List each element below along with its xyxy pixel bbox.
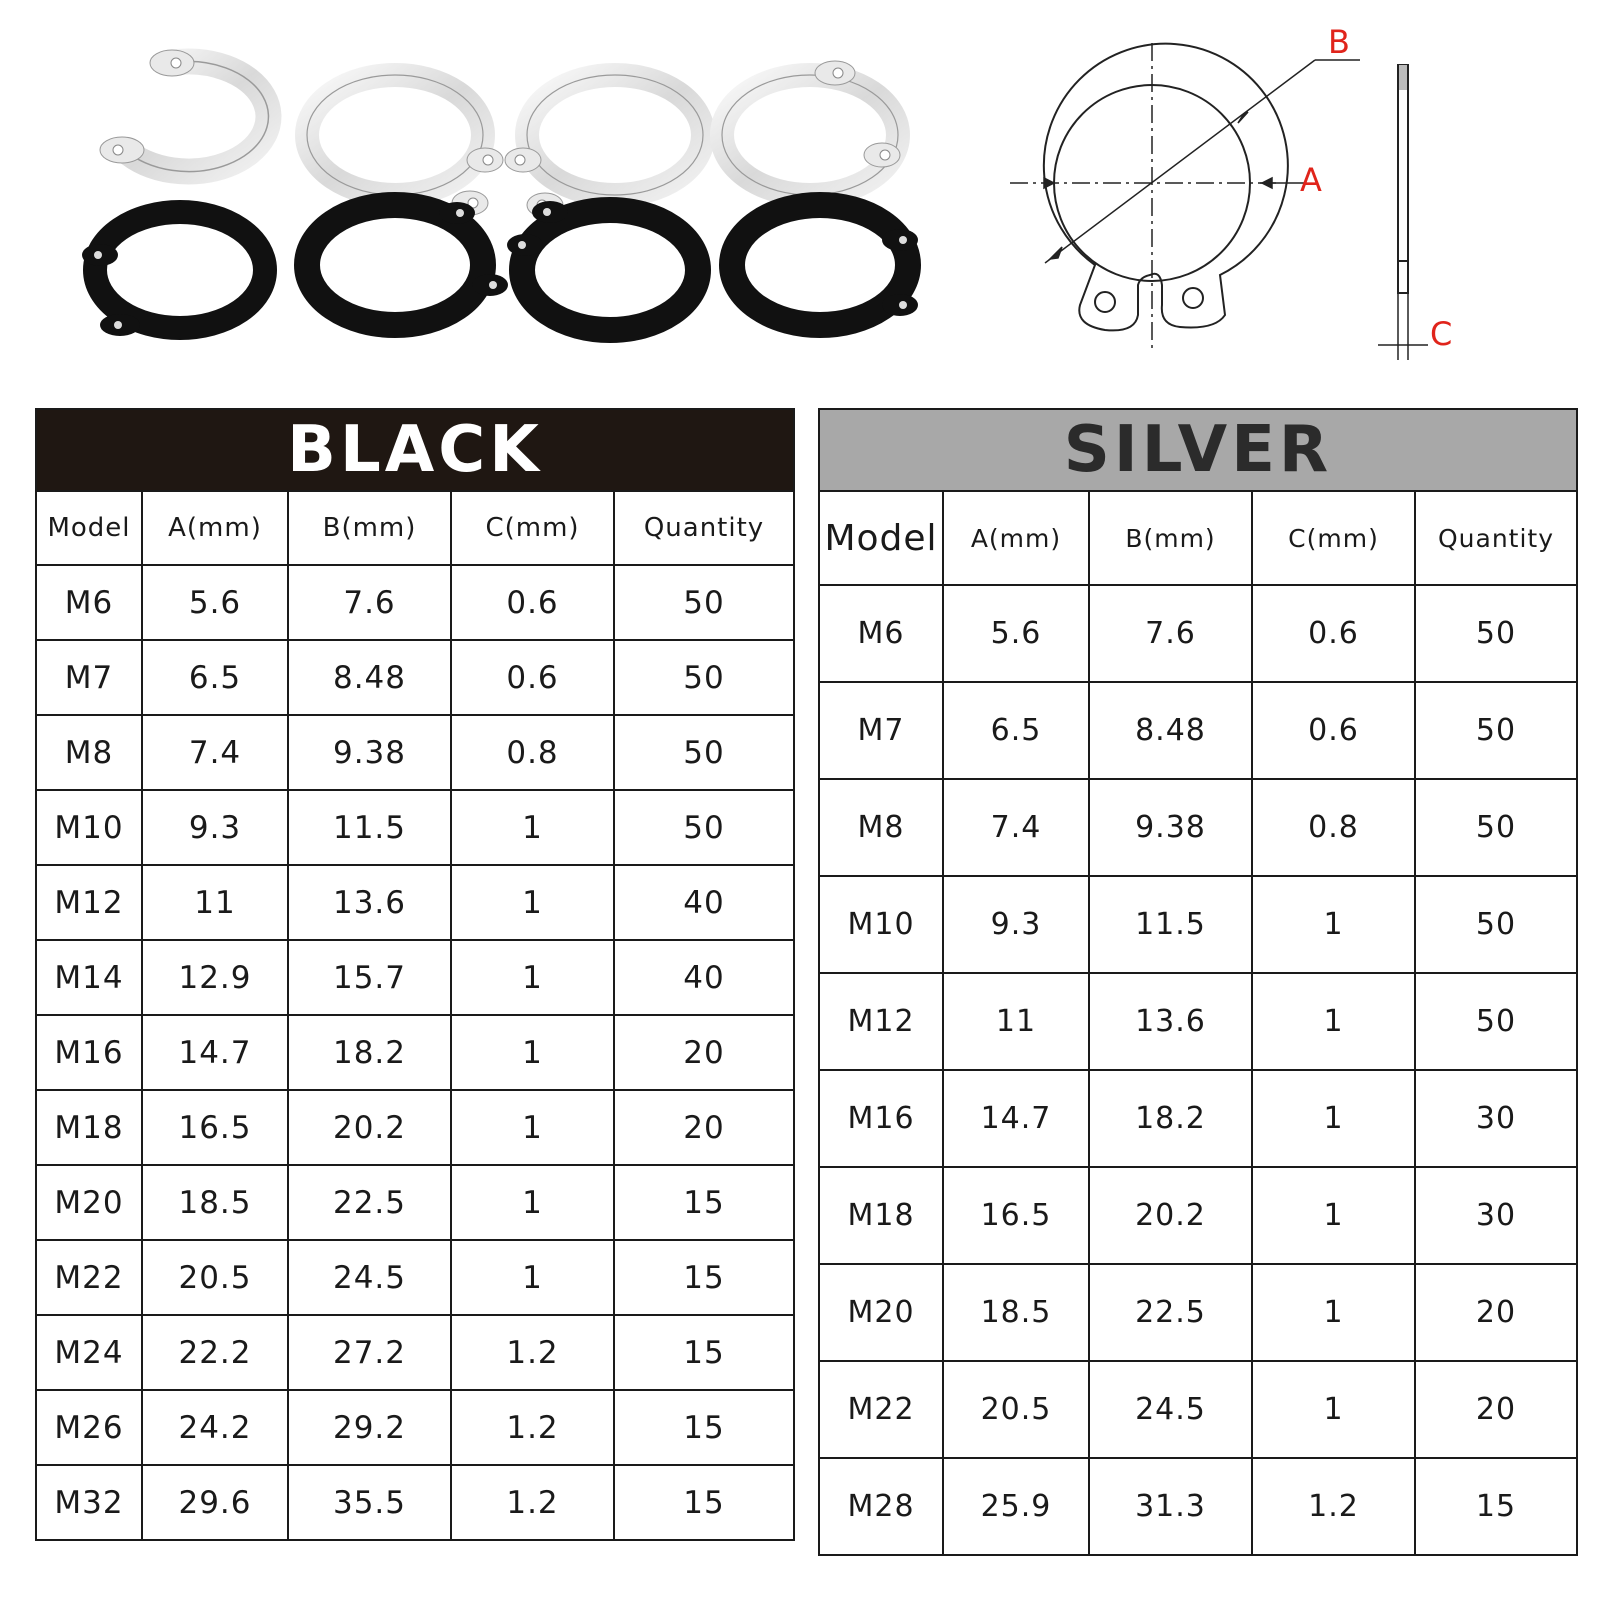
cell-a: 5.6 [142,565,288,640]
header-model: Model [36,491,142,565]
cell-b: 22.5 [288,1165,451,1240]
header-model: Model [819,491,943,585]
black-size-table [35,408,795,1541]
cell-quantity: 50 [1415,682,1577,779]
cell-model: M24 [36,1315,142,1390]
cell-b: 15.7 [288,940,451,1015]
cell-c: 0.6 [1252,682,1415,779]
cell-a: 20.5 [142,1240,288,1315]
cell-model: M12 [819,973,943,1070]
cell-model: M7 [819,682,943,779]
table-row [819,1458,1577,1555]
cell-c: 1 [451,1015,614,1090]
silver-size-table [818,408,1578,1556]
cell-model: M14 [36,940,142,1015]
cell-a: 18.5 [142,1165,288,1240]
cell-model: M18 [819,1167,943,1264]
cell-b: 20.2 [1089,1167,1252,1264]
table-row [819,1361,1577,1458]
cell-quantity: 50 [1415,876,1577,973]
cell-a: 7.4 [142,715,288,790]
product-photo [60,40,940,350]
table-row [36,1240,794,1315]
cell-b: 11.5 [1089,876,1252,973]
cell-b: 8.48 [288,640,451,715]
label-c: C [1430,315,1453,353]
cell-a: 14.7 [943,1070,1089,1167]
table-row [36,1015,794,1090]
label-b: B [1328,23,1350,61]
cell-quantity: 40 [614,865,794,940]
cell-quantity: 30 [1415,1070,1577,1167]
cell-quantity: 20 [1415,1361,1577,1458]
cell-a: 6.5 [142,640,288,715]
cell-a: 25.9 [943,1458,1089,1555]
cell-model: M6 [36,565,142,640]
cell-b: 18.2 [1089,1070,1252,1167]
cell-b: 22.5 [1089,1264,1252,1361]
cell-b: 9.38 [288,715,451,790]
table-row [36,1165,794,1240]
cell-model: M10 [36,790,142,865]
cell-a: 24.2 [142,1390,288,1465]
cell-model: M8 [36,715,142,790]
cell-c: 0.6 [451,640,614,715]
cell-a: 18.5 [943,1264,1089,1361]
black-ring [507,201,698,330]
cell-a: 9.3 [142,790,288,865]
black-table-title: BLACK [36,409,794,491]
cell-quantity: 15 [614,1240,794,1315]
table-row [36,1390,794,1465]
cell-b: 7.6 [288,565,451,640]
cell-c: 1 [451,940,614,1015]
table-row [819,876,1577,973]
cell-model: M32 [36,1465,142,1540]
cell-quantity: 30 [1415,1167,1577,1264]
cell-b: 24.5 [1089,1361,1252,1458]
cell-model: M22 [819,1361,943,1458]
cell-model: M20 [36,1165,142,1240]
cell-model: M20 [819,1264,943,1361]
black-ring [732,205,918,325]
cell-quantity: 20 [1415,1264,1577,1361]
cell-model: M7 [36,640,142,715]
cell-a: 29.6 [142,1465,288,1540]
cell-model: M28 [819,1458,943,1555]
cell-b: 8.48 [1089,682,1252,779]
cell-quantity: 20 [614,1090,794,1165]
label-a: A [1300,161,1322,199]
table-row [36,940,794,1015]
cell-c: 1 [451,865,614,940]
cell-c: 1 [1252,1361,1415,1458]
table-row [36,1315,794,1390]
cell-b: 27.2 [288,1315,451,1390]
cell-quantity: 50 [614,715,794,790]
cell-a: 22.2 [142,1315,288,1390]
cell-a: 11 [943,973,1089,1070]
cell-a: 6.5 [943,682,1089,779]
header-a: A(mm) [142,491,288,565]
cell-b: 13.6 [288,865,451,940]
cell-a: 20.5 [943,1361,1089,1458]
header-a: A(mm) [943,491,1089,585]
table-row [36,640,794,715]
cell-quantity: 15 [614,1390,794,1465]
silver-header-row [819,491,1577,585]
cell-c: 1 [451,1165,614,1240]
silver-ring [505,75,703,217]
cell-model: M8 [819,779,943,876]
cell-model: M22 [36,1240,142,1315]
cell-c: 1 [1252,1070,1415,1167]
header-b: B(mm) [1089,491,1252,585]
cell-a: 5.6 [943,585,1089,682]
cell-b: 31.3 [1089,1458,1252,1555]
table-row [819,682,1577,779]
cell-quantity: 15 [614,1315,794,1390]
cell-quantity: 50 [614,565,794,640]
dimension-diagram [1010,15,1530,375]
cell-quantity: 50 [1415,585,1577,682]
cell-c: 1 [451,790,614,865]
cell-model: M18 [36,1090,142,1165]
cell-c: 0.6 [451,565,614,640]
table-row [819,1167,1577,1264]
thickness-side-view [1378,65,1428,360]
cell-b: 20.2 [288,1090,451,1165]
cell-quantity: 15 [614,1465,794,1540]
cell-model: M6 [819,585,943,682]
black-ring [82,212,265,336]
cell-a: 7.4 [943,779,1089,876]
header-c: C(mm) [1252,491,1415,585]
cell-b: 29.2 [288,1390,451,1465]
cell-quantity: 15 [614,1165,794,1240]
cell-a: 12.9 [142,940,288,1015]
black-header-row [36,491,794,565]
cell-c: 0.8 [1252,779,1415,876]
cell-quantity: 50 [1415,779,1577,876]
header-quantity: Quantity [1415,491,1577,585]
header-quantity: Quantity [614,491,794,565]
table-row [819,973,1577,1070]
cell-c: 1 [1252,973,1415,1070]
cell-model: M12 [36,865,142,940]
header-b: B(mm) [288,491,451,565]
cell-b: 9.38 [1089,779,1252,876]
cell-c: 1.2 [451,1465,614,1540]
cell-c: 0.8 [451,715,614,790]
cell-c: 0.6 [1252,585,1415,682]
cell-c: 1 [1252,876,1415,973]
cell-b: 13.6 [1089,973,1252,1070]
cell-b: 7.6 [1089,585,1252,682]
cell-c: 1.2 [451,1390,614,1465]
cell-a: 9.3 [943,876,1089,973]
cell-model: M26 [36,1390,142,1465]
cell-c: 1 [1252,1167,1415,1264]
cell-a: 11 [142,865,288,940]
cell-quantity: 20 [614,1015,794,1090]
cell-b: 35.5 [288,1465,451,1540]
table-row [36,715,794,790]
silver-ring [100,50,268,172]
table-row [36,1465,794,1540]
table-row [36,790,794,865]
cell-model: M16 [36,1015,142,1090]
silver-ring [722,61,900,195]
table-row [819,585,1577,682]
cell-c: 1 [451,1240,614,1315]
cell-quantity: 15 [1415,1458,1577,1555]
cell-c: 1.2 [451,1315,614,1390]
header-c: C(mm) [451,491,614,565]
cell-a: 16.5 [142,1090,288,1165]
cell-quantity: 50 [614,640,794,715]
table-row [36,1090,794,1165]
cell-b: 24.5 [288,1240,451,1315]
table-row [36,565,794,640]
cell-b: 18.2 [288,1015,451,1090]
cell-a: 16.5 [943,1167,1089,1264]
cell-c: 1 [1252,1264,1415,1361]
table-row [819,779,1577,876]
cell-c: 1 [451,1090,614,1165]
black-ring [307,202,508,325]
cell-quantity: 40 [614,940,794,1015]
cell-quantity: 50 [614,790,794,865]
cell-model: M16 [819,1070,943,1167]
silver-table-title: SILVER [819,409,1577,491]
cell-model: M10 [819,876,943,973]
table-row [36,865,794,940]
table-row [819,1264,1577,1361]
cell-a: 14.7 [142,1015,288,1090]
cell-quantity: 50 [1415,973,1577,1070]
cell-c: 1.2 [1252,1458,1415,1555]
table-row [819,1070,1577,1167]
cell-b: 11.5 [288,790,451,865]
